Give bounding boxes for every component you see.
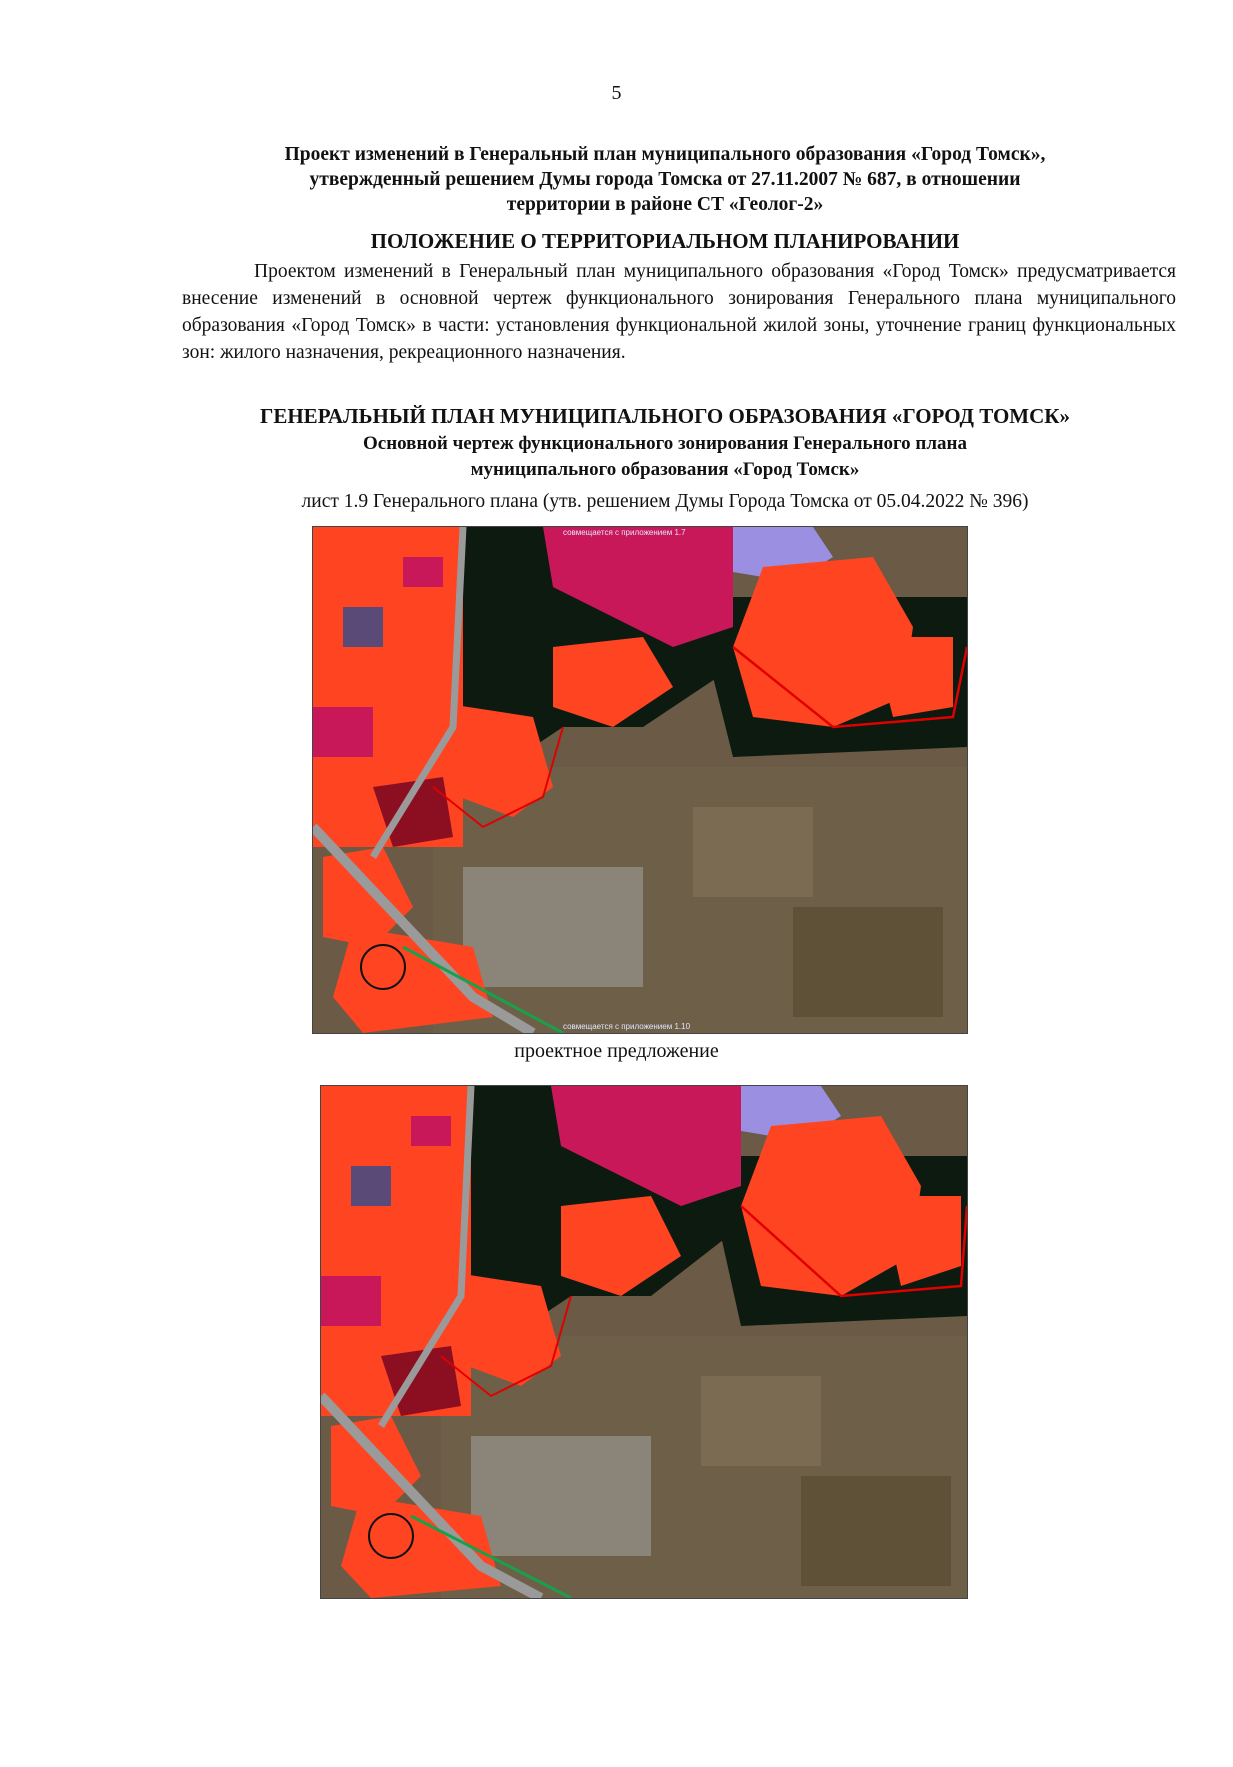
title-line-2: утвержденный решением Думы города Томска от 27.11.2007 № 687, в отношении (309, 169, 1021, 190)
sheet-caption: лист 1.9 Генерального плана (утв. решением Думы Города Томска от 05.04.2022 № 396) (301, 491, 1029, 512)
page-number: 5 (611, 82, 622, 104)
zoning-map-current-graphic (313, 527, 967, 1033)
proposal-caption: проектное предложение (514, 1040, 719, 1062)
title-line-1: Проект изменений в Генеральный план муниципального образования «Город Томск», (284, 144, 1046, 165)
map-note-bottom: совмещается с приложением 1.10 (563, 1022, 691, 1031)
zoning-map-proposal (320, 1085, 968, 1599)
section-heading: ПОЛОЖЕНИЕ О ТЕРРИТОРИАЛЬНОМ ПЛАНИРОВАНИИ (370, 229, 960, 253)
zoning-map-current (312, 526, 968, 1034)
title-line-3: территории в районе СТ «Геолог-2» (506, 194, 824, 215)
document-title (160, 142, 1170, 217)
zoning-map-proposal-graphic (321, 1086, 967, 1598)
body-paragraph: Проектом изменений в Генеральный план муниципального образования «Город Томск» предусматривается внесение изменений в основной чертеж функционального зонирования Генерального плана муниципального образования «Город Томск» в части: установления функциональной жилой зоны, уточнение границ функциональных зон: жилого назначения, рекреационного назначения. (182, 261, 1176, 363)
drawing-title-line-2: муниципального образования «Город Томск» (470, 459, 860, 480)
drawing-title (160, 431, 1170, 483)
drawing-title-line-1: Основной чертеж функционального зонирования Генерального плана (363, 433, 967, 454)
map-note-top: совмещается с приложением 1.7 (563, 528, 686, 537)
plan-heading: ГЕНЕРАЛЬНЫЙ ПЛАН МУНИЦИПАЛЬНОГО ОБРАЗОВАНИЯ «ГОРОД ТОМСК» (259, 404, 1070, 428)
